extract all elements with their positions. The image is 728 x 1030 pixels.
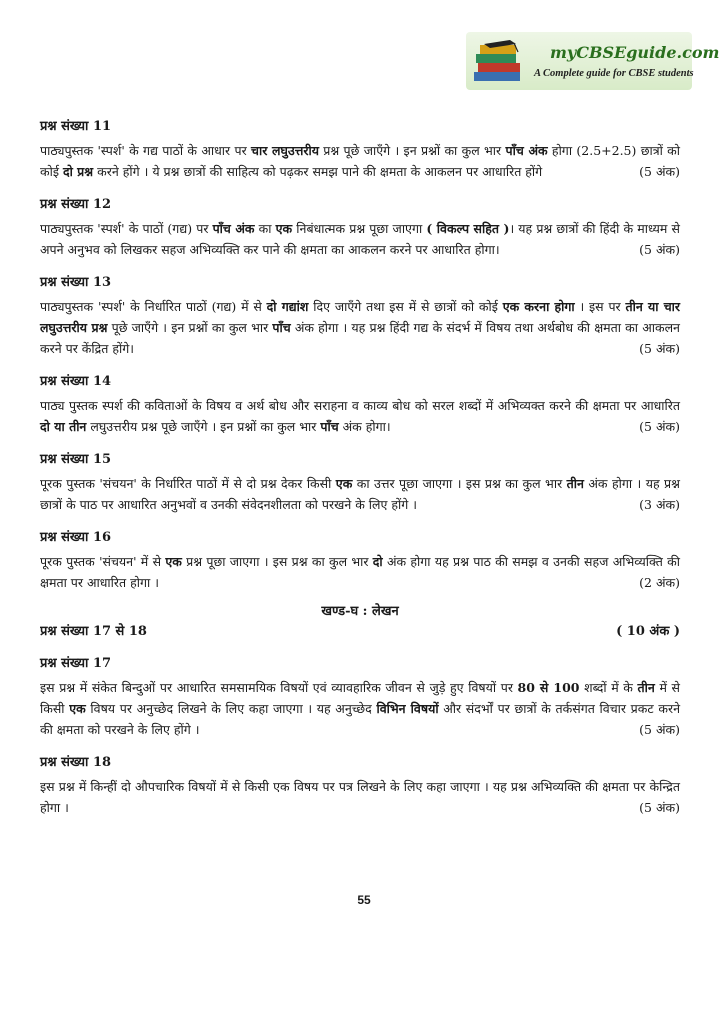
bold-run: तीन (637, 680, 655, 695)
books-icon (470, 38, 528, 86)
question-15-text (40, 473, 680, 515)
text-run: पूछे जाएँगे । इन प्रश्नों का कुल भार (107, 320, 273, 335)
text-run: पाठ्यपुस्तक 'स्पर्श' के गद्य पाठों के आधार पर (40, 143, 252, 158)
bold-run: एक करना होगा (502, 299, 575, 314)
text-run: पाठ्य पुस्तक स्पर्श की कविताओं के विषय व अर्थ बोध और सराहना व काव्य बोध को सरल शब्दों में अभिव्यक्त करने की क्षमता पर आधारित (40, 398, 680, 413)
text-run: होगा (2.5+2.5) छात्रों को कोई (40, 143, 680, 179)
section-heading: खण्ड-घ : लेखन (321, 604, 399, 619)
marks-label: (5 अंक) (639, 164, 680, 179)
text-run: पूरक पुस्तक 'संचयन' में से (40, 554, 166, 569)
text-run: अंक होगा । यह प्रश्न हिंदी गद्य के संदर्भ में विषय तथा अर्थबोध की क्षमता का आकलन करने पर केंद्रित होंगे। (40, 320, 680, 356)
bold-run: दो प्रश्न (62, 164, 94, 179)
question-12-title: प्रश्न संख्या 12 (40, 197, 112, 212)
bold-run: पाँच (320, 419, 339, 434)
logo-site-name: myCBSEguide.com (550, 43, 720, 62)
bold-run: पाँच अंक (505, 143, 548, 158)
question-12-text (40, 218, 680, 260)
question-14-title: प्रश्न संख्या 14 (40, 374, 112, 389)
marks-label: (5 अंक) (639, 800, 680, 815)
bold-run: तीन (566, 476, 584, 491)
bold-run: पाँच (272, 320, 291, 335)
text-run: निबंधात्मक प्रश्न पूछा जाएगा (292, 221, 427, 236)
page-number: 55 (357, 893, 371, 907)
question-18-text (40, 776, 680, 818)
bold-run: विभिन विषयों (376, 701, 439, 716)
question-16-title: प्रश्न संख्या 16 (40, 530, 112, 545)
logo-tagline: A Complete guide for CBSE students (534, 68, 694, 79)
marks-label: (5 अंक) (639, 419, 680, 434)
text-run: का (254, 221, 276, 236)
text-run: । यह प्रश्न छात्रों की हिंदी के माध्यम से अपने अनुभव को लिखकर सहज अभिव्यक्ति कर पाने की क्षमता का आकलन करने पर आधारित होगा। (40, 221, 680, 257)
document-body (40, 118, 680, 818)
marks-label: (5 अंक) (639, 341, 680, 356)
bold-run: एक (69, 701, 86, 716)
text-run: पाठ्यपुस्तक 'स्पर्श' के निर्धारित पाठों (गद्य) में से (40, 299, 267, 314)
text-run: प्रश्न पूछे जाएँगे । इन प्रश्नों का कुल भार (318, 143, 506, 158)
text-run: अंक होगा । यह प्रश्न छात्रों के पाठ पर आधारित अनुभवों व उनकी संवेदनशीलता को परखने के लिए होंगे । (40, 476, 680, 512)
bold-run: चार लघुउत्तरीय (251, 143, 319, 158)
bold-run: एक (275, 221, 293, 236)
text-run: इस प्रश्न में किन्हीं दो औपचारिक विषयों में से किसी एक विषय पर पत्र लिखने के लिए कहा जाएगा । यह प्रश्न अभिव्यक्ति की क्षमता पर केन्द्रित होगा । (40, 779, 680, 815)
text-run: लघुउत्तरीय प्रश्न पूछे जाएँगे । इन प्रश्नों का कुल भार (86, 419, 321, 434)
marks-label: ( 10 अंक ) (616, 624, 680, 639)
text-run: दिए जाएँगे तथा इस में से छात्रों को कोई (308, 299, 503, 314)
bold-run: ( विकल्प सहित ) (426, 221, 510, 236)
marks-label: (3 अंक) (639, 497, 680, 512)
question-13-title: प्रश्न संख्या 13 (40, 275, 112, 290)
marks-label: (5 अंक) (639, 722, 680, 737)
bold-run: एक (335, 476, 353, 491)
marks-label: (5 अंक) (639, 242, 680, 257)
text-run: इस प्रश्न में संकेत बिन्दुओं पर आधारित समसामयिक विषयों एवं व्यावहारिक जीवन से जुड़े हुए विषयों पर (40, 680, 518, 695)
title-text: प्रश्न संख्या 17 से 18 (40, 624, 147, 639)
question-11-text (40, 140, 680, 182)
marks-label: (2 अंक) (639, 575, 680, 590)
text-run: । इस पर (574, 299, 626, 314)
question-17-text (40, 677, 680, 740)
bold-run: 80 से 100 (517, 680, 580, 695)
text-run: पाठ्यपुस्तक 'स्पर्श' के पाठों (गद्य) पर (40, 221, 213, 236)
bold-run: तीन या चार लघुउत्तरीय प्रश्न (40, 299, 680, 335)
text-run: प्रश्न पूछा जाएगा । इस प्रश्न का कुल भार (181, 554, 373, 569)
question-16-text (40, 551, 680, 593)
text-run: अंक होगा यह प्रश्न पाठ की समझ व उनकी सहज अभिव्यक्ति की क्षमता पर आधारित होगा । (40, 554, 680, 590)
question-18-title: प्रश्न संख्या 18 (40, 755, 112, 770)
question-15-title: प्रश्न संख्या 15 (40, 452, 112, 467)
bold-run: पाँच अंक (212, 221, 255, 236)
question-17-title: प्रश्न संख्या 17 (40, 656, 112, 671)
question-11-title: प्रश्न संख्या 11 (40, 119, 112, 134)
question-13-text (40, 296, 680, 359)
text-run: का उत्तर पूछा जाएगा । इस प्रश्न का कुल भार (352, 476, 567, 491)
bold-run: दो गद्यांश (266, 299, 309, 314)
text-run: शब्दों में के (579, 680, 638, 695)
bold-run: दो या तीन (40, 419, 87, 434)
text-run: करने होंगे । ये प्रश्न छात्रों की साहित्य को पढ़कर समझ पाने की क्षमता के आकलन पर आधारित होंगे (93, 164, 543, 179)
bold-run: दो (372, 554, 383, 569)
text-run: अंक होगा। (338, 419, 391, 434)
text-run: और संदर्भों पर छात्रों के तर्कसंगत विचार प्रकट करने की क्षमता को परखने के लिए होंगे । (40, 701, 681, 737)
bold-run: एक (165, 554, 182, 569)
question-17-18-title (40, 623, 680, 641)
question-14-text (40, 395, 680, 437)
site-logo (466, 32, 720, 90)
text-run: में से किसी (40, 680, 680, 716)
text-run: पूरक पुस्तक 'संचयन' के निर्धारित पाठों में से दो प्रश्न देकर किसी (40, 476, 336, 491)
text-run: विषय पर अनुच्छेद लिखने के लिए कहा जाएगा । यह अनुच्छेद (85, 701, 377, 716)
